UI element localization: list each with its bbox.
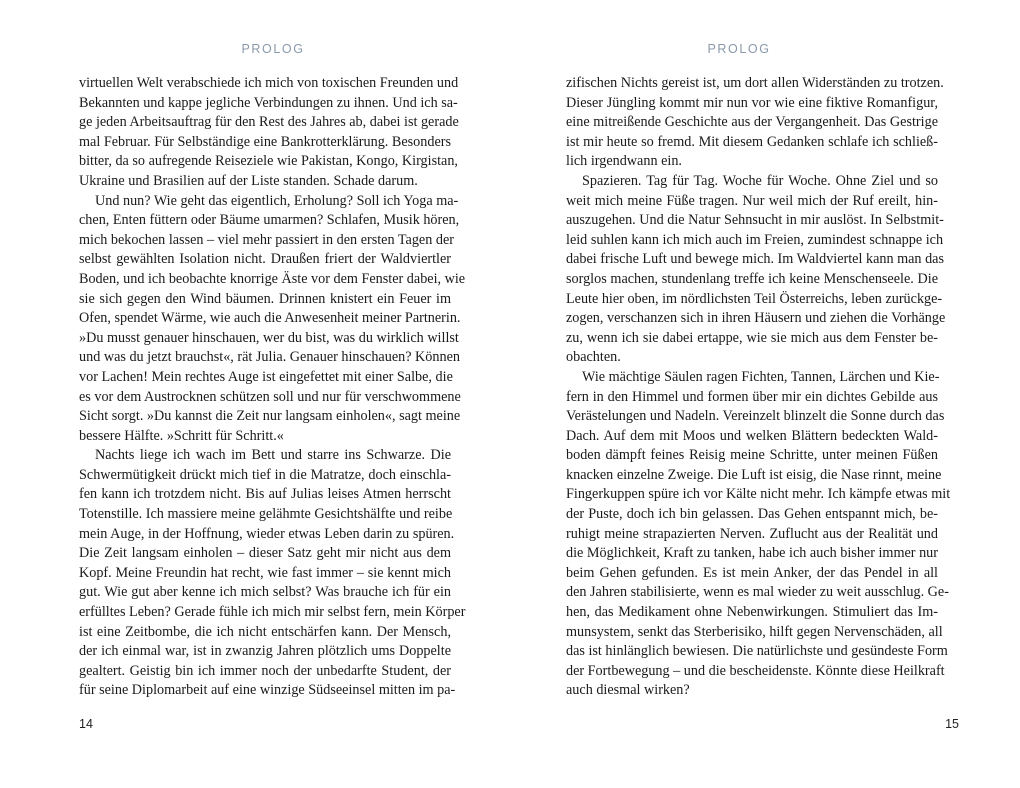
text-line: Sicht sorgt. »Du kannst die Zeit nur langsam einholen«, sagt meine: [79, 408, 461, 425]
text-line: zogen, verschanzen sich in ihren Häusern und ziehen die Vorhänge: [566, 310, 946, 327]
text-line: Und nun? Wie geht das eigentlich, Erholung? Soll ich Yoga ma-: [95, 192, 459, 209]
text-line: Schwermütigkeit drückt mich tief in die Matratze, doch einschla-: [79, 466, 451, 483]
text-line: vor Lachen! Mein rechtes Auge ist eingefettet mit einer Salbe, die: [79, 368, 453, 385]
running-header-right: PROLOG: [707, 42, 771, 56]
text-line: Ofen, spendet Wärme, wie auch die Anwesenheit meiner Partnerin.: [79, 310, 461, 327]
text-line: und was du jetzt brauchst«, rät Julia. Genauer hinschauen? Können: [79, 349, 460, 366]
text-line: den Jahren stabilisierte, wenn es mal wieder zu weit ausschlug. Ge-: [566, 584, 949, 601]
text-line: gealtert. Geistig bin ich immer noch der unbedarfte Student, der: [79, 662, 451, 679]
text-line: boden dämpft feines Reisig meine Schritte, unter meinen Füßen: [566, 447, 938, 464]
page-number-left: 14: [79, 717, 93, 731]
text-line: bitter, da so aufregende Reiseziele wie Pakistan, Kongo, Kirgistan,: [79, 153, 458, 170]
text-line: für seine Diplomarbeit auf eine winzige Südseeinsel mitten im pa-: [79, 682, 456, 699]
text-line: Fingerkuppen spüre ich vor Kälte nicht mehr. Ich kämpfe etwas mit: [566, 486, 951, 503]
text-line: der Puste, doch ich bin gelassen. Das Gehen entspannt mich, be-: [566, 506, 938, 523]
text-line: leid suhlen kann ich mich auch im Freien, zumindest schnappe ich: [566, 231, 944, 248]
text-line: mein Auge, in der Hoffnung, wieder etwas Leben darin zu spüren.: [79, 525, 455, 542]
text-line: munsystem, senkt das Sterberisiko, hilft gegen Nervenschäden, all: [566, 623, 943, 640]
text-line: Kopf. Meine Freundin hat recht, wie fast immer – sie kennt mich: [79, 564, 451, 581]
text-line: Nachts liege ich wach im Bett und starre ins Schwarze. Die: [95, 447, 451, 464]
text-line: mal Februar. Für Selbständige eine Bankrotterklärung. Besonders: [79, 133, 451, 150]
text-line: ist mir heute so fremd. Mit diesem Gedanken schlafe ich schließ-: [566, 133, 938, 150]
text-line: Totenstille. Ich massiere meine gelähmte Gesichtshälfte und reibe: [79, 506, 453, 523]
text-line: auch diesmal wirken?: [566, 682, 690, 699]
text-line: »Du musst genauer hinschauen, wer du bist, was du wirklich willst: [79, 329, 459, 346]
text-line: ist eine Zeitbombe, die ich nicht entschärfen kann. Der Mensch,: [79, 623, 451, 640]
text-line: die Möglichkeit, Kraft zu tanken, habe ich auch bisher immer nur: [566, 545, 938, 562]
text-line: zifischen Nichts gereist ist, um dort allen Widerständen zu trotzen.: [566, 75, 944, 91]
text-line: ruhigt meine strapazierten Nerven. Zuflucht aus der Realität und: [566, 525, 938, 542]
text-line: weit mich meine Füße tragen. Nur weil mich der Ruf ereilt, hin-: [566, 192, 938, 209]
text-line: hen, das Medikament ohne Nebenwirkungen. Stimuliert das Im-: [566, 604, 938, 621]
running-header-left: PROLOG: [241, 42, 305, 56]
text-line: ge jeden Arbeitsauftrag für den Rest des Jahres ab, dabei ist gerade: [79, 114, 459, 131]
text-line: auszugehen. Und die Natur Sehnsucht in mir auslöst. In Selbstmit-: [566, 212, 944, 229]
text-line: Dieser Jüngling kommt mir nun vor wie eine fiktive Romanfigur,: [566, 94, 938, 111]
text-line: obachten.: [566, 349, 621, 366]
right-page: [510, 0, 1020, 788]
text-line: Wie mächtige Säulen ragen Fichten, Tannen, Lärchen und Kie-: [582, 368, 940, 385]
text-line: chen, Enten füttern oder Bäume umarmen? Schlafen, Musik hören,: [79, 212, 460, 229]
text-line: der ich einmal war, ist in zwanzig Jahren plötzlich ums Doppelte: [79, 643, 451, 660]
text-line: Ukraine und Brasilien auf der Liste standen. Schade darum.: [79, 172, 418, 189]
text-line: das ist hinlänglich bewiesen. Die natürlichste und gesündeste Form: [566, 643, 948, 660]
text-line: Boden, und ich beobachte knorrige Äste vor dem Fenster dabei, wie: [79, 270, 466, 287]
text-line: es vor dem Austrocknen schützen soll und nur für verschwommene: [79, 388, 461, 405]
text-line: dabei frische Luft und bewege mich. Im Waldviertel kann man das: [566, 251, 944, 268]
text-line: erfülltes Leben? Gerade fühle ich mich mir selbst fern, mein Körper: [79, 604, 466, 621]
text-line: sie sich gegen den Wind bäumen. Drinnen knistert ein Feuer im: [79, 290, 451, 307]
text-line: mich bekochen lassen – viel mehr passiert in den ersten Tagen der: [79, 231, 454, 248]
page-number-right: 15: [945, 717, 959, 731]
text-line: Verästelungen und Nadeln. Vereinzelt blinzelt die Sonne durch das: [566, 408, 945, 425]
left-page-text: [79, 74, 466, 701]
text-line: Die Zeit langsam einholen – dieser Satz geht mir nicht aus dem: [79, 545, 451, 562]
text-line: zu, wenn ich sie dabei ertappe, wie sie mich aus dem Fenster be-: [566, 329, 938, 346]
text-line: bessere Hälfte. »Schritt für Schritt.«: [79, 427, 284, 444]
text-line: Leute hier oben, im nördlichsten Teil Österreichs, leben zurückge-: [566, 290, 943, 307]
text-line: virtuellen Welt verabschiede ich mich von toxischen Freunden und: [79, 75, 459, 91]
right-page-text: [566, 74, 951, 701]
text-line: selbst gewählten Isolation nicht. Draußen friert der Waldviertler: [79, 251, 451, 268]
text-line: Dach. Auf dem mit Moos und welken Blättern bedeckten Wald-: [566, 427, 938, 444]
text-line: sorglos machen, stundenlang treffe ich keine Menschenseele. Die: [566, 270, 938, 287]
text-line: Spazieren. Tag für Tag. Woche für Woche. Ohne Ziel und so: [582, 172, 938, 189]
text-line: knacken einzelne Zweige. Die Luft ist eisig, die Nase rinnt, meine: [566, 466, 942, 483]
text-line: gut. Wie gut aber kenne ich mich selbst? Was brauche ich für ein: [79, 584, 451, 601]
text-line: beim Gehen gefunden. Es ist mein Anker, der das Pendel in all: [566, 564, 938, 581]
text-line: Bekannten und kappe jegliche Verbindungen zu ihnen. Und ich sa-: [79, 94, 458, 111]
text-line: der Fortbewegung – und die bescheidenste. Könnte diese Heilkraft: [566, 662, 945, 679]
text-line: eine mitreißende Geschichte aus der Vergangenheit. Das Gestrige: [566, 114, 938, 131]
text-line: fen kann ich trotzdem nicht. Bis auf Julias leises Atmen herrscht: [79, 486, 451, 503]
text-line: lich irgendwann ein.: [566, 153, 682, 170]
text-line: fern in den Himmel und formen über mir ein dichtes Gebilde aus: [566, 388, 938, 405]
